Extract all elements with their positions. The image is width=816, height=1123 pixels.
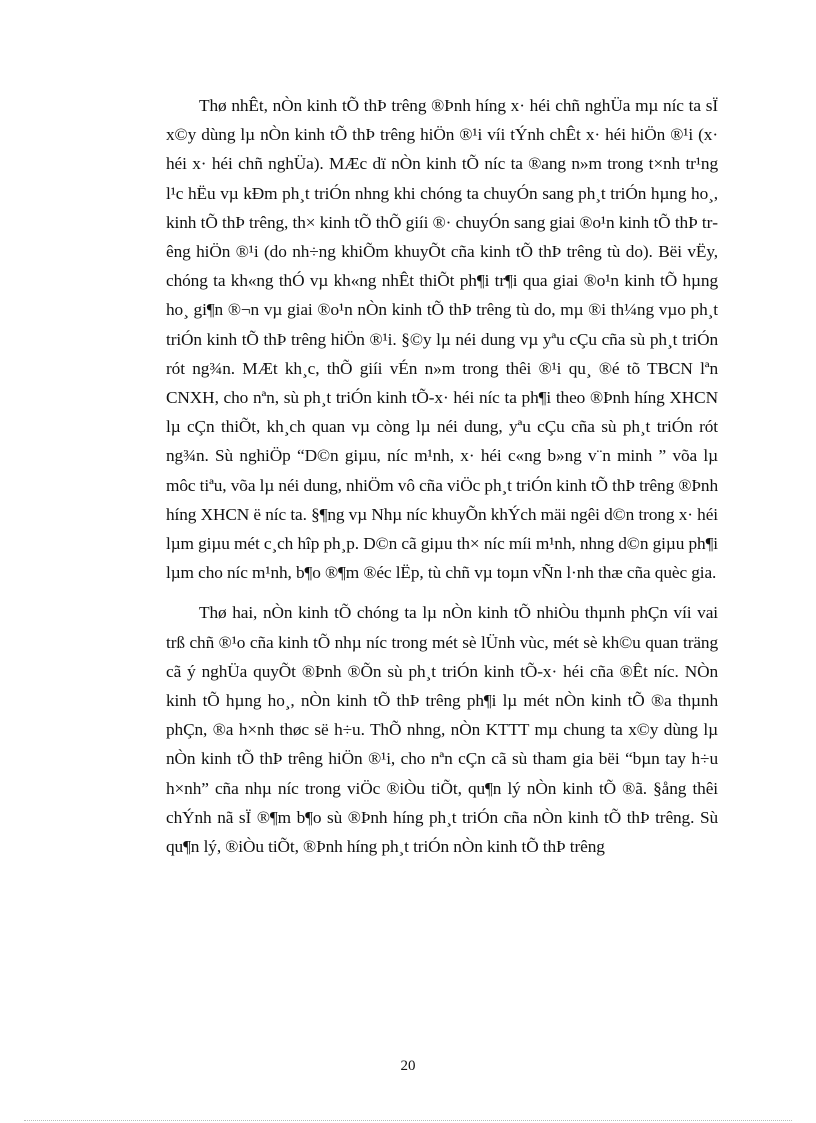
paragraph-2: Thø hai, nÒn kinh tÕ chóng ta lµ nÒn kinh tÕ nhiÒu thµnh phÇn víi vai trß chñ ®¹o cña kinh tÕ nhµ níc trong mét sè lÜnh vùc, mét sè kh©u quan träng cã ý nghÜa quyÕt ®Þnh ®Õn sù ph¸t triÓn kinh tÕ-x· héi cña ®Êt níc. NÒn kinh tÕ hµng ho¸, nÒn kinh tÕ thÞ trêng ph¶i lµ mét nÒn kinh tÕ ®a thµnh phÇn, ®a h×nh thøc së h÷u. ThÕ nhng, nÒn KTTT mµ chung ta x©y dùng lµ nÒn kinh tÕ thÞ trêng hiÖn ®¹i, cho nªn cÇn cã sù tham gia bëi “bµn tay h÷u h×nh” cña nhµ níc trong viÖc ®iÒu tiÕt, qu¶n lý nÒn kinh tÕ ®ã. §ång thêi chÝnh nã sÏ ®¶m b¶o sù ®Þnh híng ph¸t triÓn cña nÒn kinh tÕ thÞ trêng. Sù qu¶n lý, ®iÒu tiÕt, ®Þnh híng ph¸t triÓn nÒn kinh tÕ thÞ trêng	[166, 603, 718, 857]
page-bottom-divider	[24, 1120, 792, 1121]
paragraph-1: Thø nhÊt, nÒn kinh tÕ thÞ trêng ®Þnh híng x· héi chñ nghÜa mµ níc ta sÏ x©y dùng lµ nÒn kinh tÕ thÞ trêng hiÖn ®¹i víi tÝnh chÊt x· héi hiÖn ®¹i (x· héi x· héi chñ nghÜa). MÆc dï nÒn kinh tÕ níc ta ®ang n»m trong t×nh tr¹ng l¹c hËu vµ kÐm ph¸t triÓn nhng khi chóng ta chuyÓn sang ph¸t triÓn hµng ho¸, kinh tÕ thÞ trêng, th× kinh tÕ thÕ giíi ®· chuyÓn sang giai ®o¹n kinh tÕ thÞ trêng hiÖn ®¹i (do nh÷ng khiÕm khuyÕt cña kinh tÕ thÞ trêng tù do). Bëi vËy, chóng ta kh«ng thÓ vµ kh«ng nhÊt thiÕt ph¶i tr¶i qua giai ®o¹n kinh tÕ hµng ho¸ gi¶n ®¬n vµ giai ®o¹n nÒn kinh tÕ thÞ trêng tù do, mµ ®i th¼ng vµo ph¸t triÓn kinh tÕ thÞ trêng hiÖn ®¹i. §©y lµ néi dung vµ yªu cÇu cña sù ph¸t triÓn rót ng¾n. MÆt kh¸c, thÕ giíi vÉn n»m trong thêi ®¹i qu¸ ®é tõ TBCN lªn CNXH, cho nªn, sù ph¸t triÓn kinh tÕ-x· héi níc ta ph¶i theo ®Þnh híng XHCN lµ cÇn thiÕt, kh¸ch quan vµ còng lµ néi dung, yªu cÇu cña sù ph¸t triÓn rót ng¾n. Sù nghiÖp “D©n giµu, níc m¹nh, x· héi c«ng b»ng v¨n minh ” võa lµ môc tiªu, võa lµ néi dung, nhiÖm vô cña viÖc ph¸t triÓn kinh tÕ thÞ trêng ®Þnh híng XHCN ë níc ta. §¶ng vµ Nhµ níc khuyÕn khÝch mäi ngêi d©n trong x· héi lµm giµu mét c¸ch hîp ph¸p. D©n cã giµu th× níc míi m¹nh, nhng d©n giµu ph¶i lµm cho níc m¹nh, b¶o ®¶m ®éc lËp, tù chñ vµ toµn vÑn l·nh thæ cña quèc gia.	[166, 96, 718, 583]
page-number: 20	[400, 1058, 416, 1074]
body-text	[166, 91, 718, 861]
